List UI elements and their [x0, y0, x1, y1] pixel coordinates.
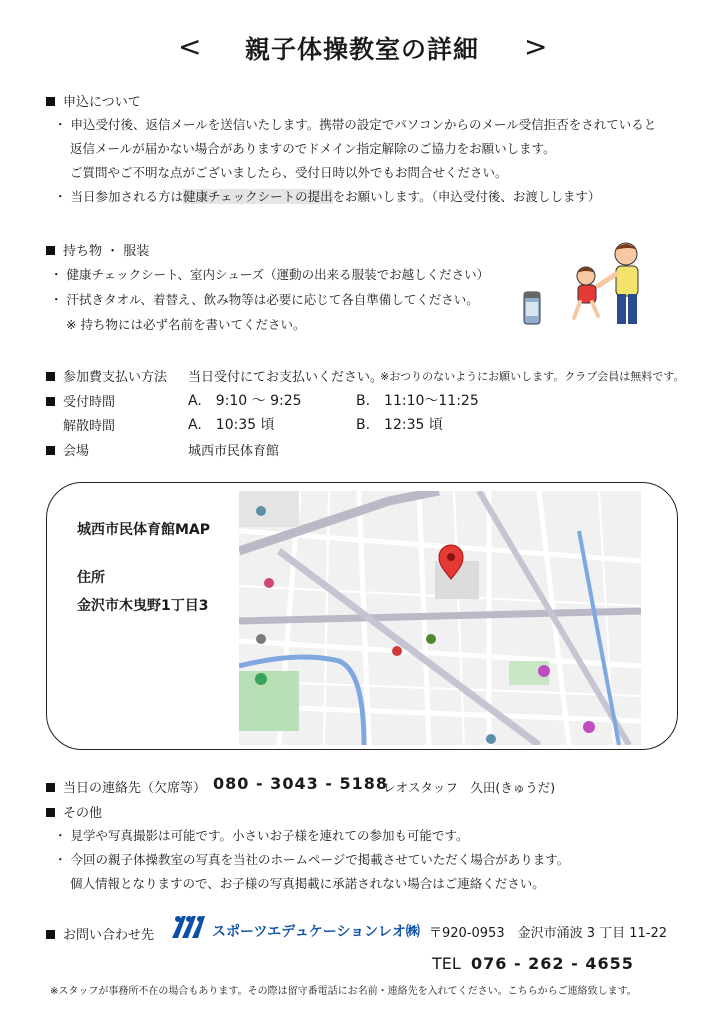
- venue-value: 城西市民体育館: [188, 444, 280, 459]
- prev-chevron-icon[interactable]: <: [178, 30, 202, 63]
- application-line-4: ・ 当日参加される方は健康チェックシートの提出をお願いします。（申込受付後、お渡しします）: [54, 189, 601, 204]
- parent-figure-icon: [598, 243, 638, 324]
- dismissal-a: A. 10:35 頃: [188, 417, 275, 433]
- inquiry-label: お問い合わせ先: [63, 928, 155, 943]
- map-title: 城西市民体育館MAP: [77, 522, 211, 538]
- health-check-highlight: 健康チェックシートの提出: [182, 189, 333, 204]
- footer-note: ※スタッフが事務所不在の場合もあります。その際は留守番電話にお名前・連絡先を入れてください。こちらからご連絡致します。: [50, 986, 637, 997]
- bullet-square-icon: [46, 930, 55, 939]
- venue-row: [46, 440, 89, 459]
- payment-label: 参加費支払い方法: [63, 370, 168, 385]
- application-line-2: 返信メールが届かない場合がありますのでドメイン指定解除のご協力をお願いします。: [70, 141, 556, 156]
- map-graphic: [239, 491, 641, 745]
- reception-row: [46, 391, 115, 410]
- company-logo-icon: [170, 914, 206, 940]
- bullet-square-icon: [46, 783, 55, 792]
- drink-can-icon: [524, 292, 540, 324]
- child-figure-icon: [574, 267, 598, 318]
- tel-label: TEL: [432, 954, 461, 973]
- application-line-3: ご質問やご不明な点がございましたら、受付日時以外でもお問合せください。: [70, 165, 508, 180]
- title-row: [0, 28, 724, 68]
- belongings-line-3: ※ 持ち物には必ず名前を書いてください。: [66, 317, 306, 332]
- next-chevron-icon[interactable]: >: [524, 30, 548, 63]
- reception-b: B. 11:10～11:25: [356, 393, 479, 409]
- application-line-1: ・ 申込受付後、返信メールを送信いたします。携帯の設定でパソコンからのメール受信拒否をされていると: [54, 117, 657, 132]
- other-line-2: ・ 今回の親子体操教室の写真を当社のホームページで掲載させていただく場合があります。: [54, 852, 570, 867]
- poi-marker-icon: [426, 634, 436, 644]
- bullet-square-icon: [46, 397, 55, 406]
- reception-label: 受付時間: [63, 395, 116, 410]
- other-line-1: ・ 見学や写真撮影は可能です。小さいお子様を連れての参加も可能です。: [54, 828, 469, 843]
- bullet-square-icon: [46, 808, 55, 817]
- poi-marker-icon: [256, 506, 266, 516]
- page-title: 親子体操教室の詳細: [244, 35, 479, 64]
- map-card: [46, 482, 678, 750]
- company-address: 〒920-0953 金沢市涌波 3 丁目 11-22: [429, 926, 668, 941]
- other-line-3: 個人情報となりますので、お子様の写真掲載に承諾されない場合はご連絡ください。: [70, 876, 545, 891]
- belongings-line-2: ・ 汗拭きタオル、着替え、飲み物等は必要に応じて各自準備してください。: [50, 292, 479, 307]
- poi-marker-icon: [538, 665, 550, 677]
- contact-row: [46, 777, 206, 796]
- contact-label: 当日の連絡先（欠席等）: [63, 781, 207, 796]
- other-heading: その他: [46, 802, 102, 821]
- map-address: 金沢市木曳野1丁目3: [77, 598, 209, 614]
- poi-marker-icon: [264, 578, 274, 588]
- bullet-square-icon: [46, 446, 55, 455]
- bullet-square-icon: [46, 372, 55, 381]
- belongings-line-1: ・ 健康チェックシート、室内シューズ（運動の出来る服装でお越しください）: [50, 267, 490, 282]
- payment-note: ※おつりのないようにお願いします。クラブ会員は無料です。: [380, 370, 685, 383]
- payment-text: 当日受付にてお支払いください。: [188, 370, 384, 385]
- belongings-heading: 持ち物 ・ 服装: [46, 240, 149, 259]
- tel-number: 076 - 262 - 4655: [470, 954, 634, 973]
- contact-staff: レオスタッフ 久田(きゅうだ): [383, 780, 556, 795]
- poi-marker-icon: [256, 634, 266, 644]
- inquiry-row: [46, 924, 154, 943]
- venue-label: 会場: [63, 444, 90, 459]
- venue-map[interactable]: [239, 491, 641, 745]
- dismissal-label: 解散時間: [63, 419, 116, 434]
- application-heading: 申込について: [46, 91, 141, 110]
- company-tel[interactable]: [432, 954, 634, 973]
- payment-row: [46, 366, 167, 385]
- company-name: スポーツエデュケーションレオ㈱: [212, 924, 420, 940]
- poi-marker-icon: [255, 673, 267, 685]
- map-address-label: 住所: [77, 570, 105, 586]
- poi-marker-icon: [583, 721, 595, 733]
- parent-child-illustration: [520, 240, 660, 332]
- reception-a: A. 9:10 ～ 9:25: [188, 393, 302, 409]
- bullet-square-icon: [46, 97, 55, 106]
- dismissal-b: B. 12:35 頃: [356, 417, 443, 433]
- poi-marker-icon: [392, 646, 402, 656]
- contact-phone[interactable]: 080 - 3043 - 5188: [213, 774, 389, 793]
- bullet-square-icon: [46, 246, 55, 255]
- poi-marker-icon: [486, 734, 496, 744]
